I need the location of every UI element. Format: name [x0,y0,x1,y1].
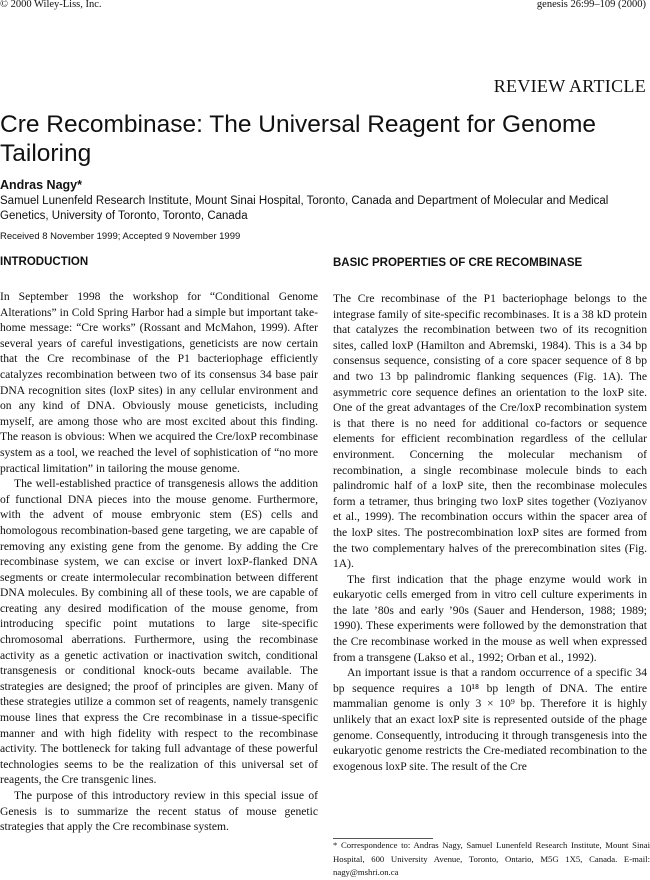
copyright-notice: © 2000 Wiley-Liss, Inc. [0,0,102,10]
basic-paragraph: The Cre recombinase of the P1 bacteriophage belongs to the integrase family of site-specific recombinases. It is a 38 kD protein that catalyzes the recombination between two of its recognition sites, called loxP (Hamilton and Abremski, 1984). This is a 34 bp consensus sequence, consisting of a core spacer sequence of 8 bp and two 13 bp palindromic flanking sequences (Fig. 1A). The asymmetric core sequence defines an orientation to the loxP site. One of the great advantages of the Cre/loxP recombination system is that there is no need for additional co-factors or sequence elements for efficient recombination regardless of the cellular environment. Concerning the molecular mechanism of recombination, a single recombinase molecule binds to each palindromic half of a loxP site, then the recombinase molecules form a tetramer, thus bringing two loxP sites together (Voziyanov et al., 1999). The recombination occurs within the spacer area of the loxP sites. The postrecombination loxP sites are formed from the two complementary halves of the prerecombination sites (Fig. 1A). [333,292,647,571]
author-affiliation: Samuel Lunenfeld Research Institute, Mount Sinai Hospital, Toronto, Canada and Department of Molecular and Medical Genetics, University of Toronto, Toronto, Canada [0,195,609,222]
received-dates: Received 8 November 1999; Accepted 9 November 1999 [0,231,241,242]
intro-paragraph: The well-established practice of transgenesis allows the addition of functional DNA pieces into the mouse genome. Furthermore, with the advent of mouse embryonic stem (ES) cells and homologous recombination-based gene targeting, we are capable of removing any existing gene from the genome. By adding the Cre recombinase system, we can excise or invert loxP-flanked DNA segments or create intermolecular recombination between different DNA molecules. By combining all of these tools, we are capable of creating any desired modification of the mouse genome, from introducing specific point mutations to large site-specific chromosomal aberrations. Furthermore, using the recombinase activity as a genetic activation or inactivation switch, conditional transgenesis or conditional knock-outs became available. The strategies are designed; the proof of principles are given. Many of these strategies utilize a common set of reagents, namely transgenic mouse lines that express the Cre recombinase in a tissue-specific manner and with high fidelity with respect to the recombinase activity. The bottleneck for taking full advantage of these powerful technologies seems to be the realization of this universal set of reagents, the Cre transgenic lines. [0,477,318,787]
basic-paragraph: The first indication that the phage enzyme would work in eukaryotic cells emerged from in vitro cell culture experiments in the late ’80s and early ’90s (Sauer and Henderson, 1988; 1989; 1990). These experiments were followed by the demonstration that the Cre recombinase worked in the mouse as well when expressed from a transgene (Lakso et al., 1992; Orban et al., 1992). [333,572,647,664]
introduction-heading: INTRODUCTION [0,256,89,268]
basic-properties-body [333,291,647,774]
intro-paragraph: In September 1998 the workshop for “Conditional Genome Alterations” in Cold Spring Harbor had a simple but important take-home message: “Cre works” (Rossant and McMahon, 1999). After several years of careful investigations, geneticists are now certain that the Cre recombinase of the P1 bacteriophage efficiently catalyzes recombination between two of its consensus 34 base pair DNA recognition sites (loxP sites) in any cellular environment and on any kind of DNA. Obviously mouse geneticists, including myself, are among those who are most excited about this finding. The reason is obvious: When we acquired the Cre/loxP recombinase system as a tool, we reached the level of sophistication of “no more practical limitation” in tailoring the mouse genome. [0,290,318,475]
correspondence-footnote: * Correspondence to: Andras Nagy, Samuel Lunenfeld Research Institute, Mount Sinai Hospital, 600 University Avenue, Toronto, Ontario, M5G 1X5, Canada. E-mail: nagy@mshri.on.ca [333,840,650,877]
article-title: Cre Recombinase: The Universal Reagent for Genome Tailoring [0,111,597,167]
basic-paragraph: An important issue is that a random occurrence of a specific 34 bp sequence requires a 10¹⁸ bp length of DNA. The entire mammalian genome is only 3 × 10⁹ bp. Therefore it is highly unlikely that an exact loxP site is represented outside of the phage genome. Consequently, introducing it through transgenesis into the eukaryotic genome restricts the Cre-mediated recombination to the exogenous loxP site. The result of the Cre [333,666,647,773]
article-type: REVIEW ARTICLE [493,76,646,96]
intro-paragraph: The purpose of this introductory review in this special issue of Genesis is to summarize the recent status of mouse genetic strategies that apply the Cre recombinase system. [0,789,318,834]
journal-citation: genesis 26:99–109 (2000) [536,0,646,10]
introduction-body [0,289,318,835]
author-name: Andras Nagy* [0,178,82,192]
basic-properties-heading: BASIC PROPERTIES OF CRE RECOMBINASE [333,257,583,269]
